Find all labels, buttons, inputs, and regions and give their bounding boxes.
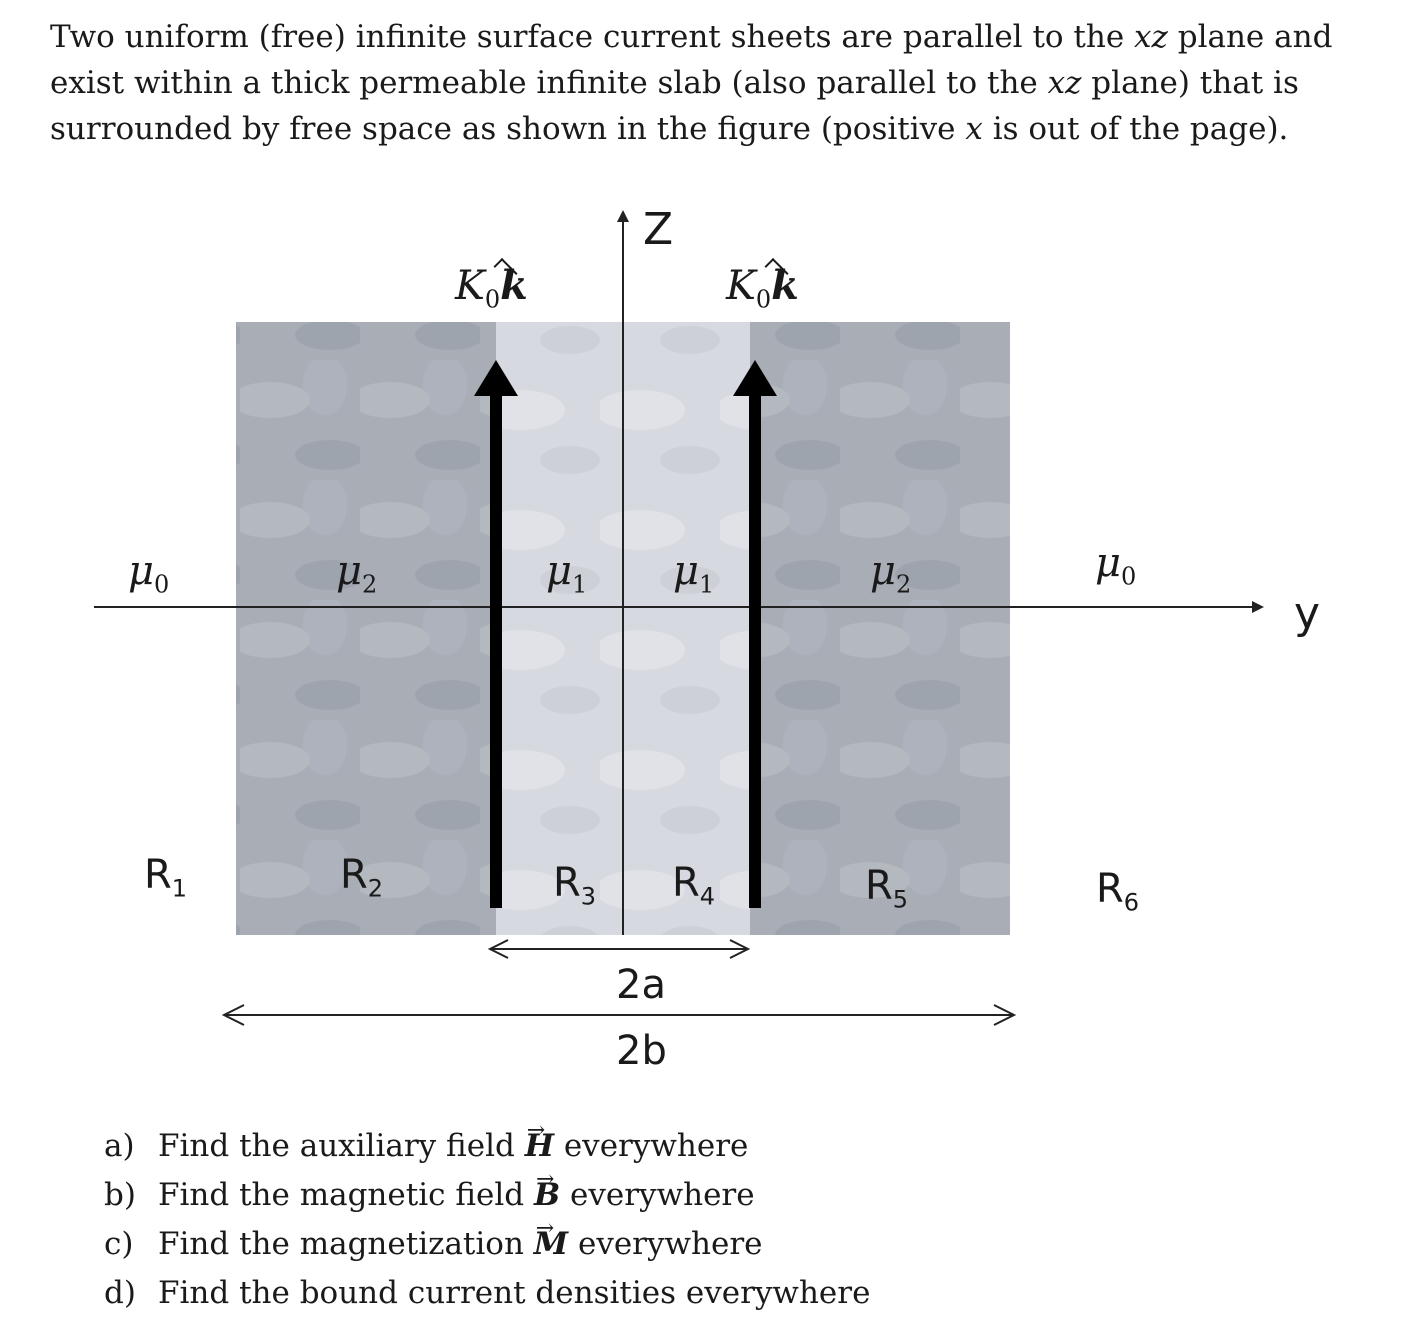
region-label-r2: $R_2$: [340, 852, 384, 903]
region-label-r5: $R_5$: [865, 863, 909, 914]
outer-slab-left: [236, 322, 496, 935]
region-label-r6: $R_6$: [1096, 866, 1140, 917]
outer-slab-right: [750, 322, 1010, 935]
permeability-label-r6: $\mu_0$: [1095, 540, 1137, 591]
permeability-label-r5: $\mu_2$: [870, 548, 912, 599]
dimension-2b: [224, 1005, 1014, 1025]
question-b: b) Find the magnetic field B → everywhere: [104, 1171, 870, 1220]
dimension-label-2b: 2b: [616, 1028, 667, 1074]
permeability-label-r1: $\mu_0$: [128, 548, 170, 599]
current-label-left: $K_0k$: [455, 262, 528, 314]
current-label-right: $K_0k$: [726, 262, 799, 314]
region-label-r3: $R_3$: [553, 860, 597, 911]
permeability-label-r4: $\mu_1$: [673, 548, 715, 599]
problem-statement: Two uniform (free) infinite surface current sheets are parallel to the xz plane and exist within a thick permeable infinite slab (also parallel to the xz plane) that is surrounded by free space as shown in the figure (positive x is out of the page).: [50, 19, 1333, 147]
region-label-r4: $R_4$: [672, 860, 716, 911]
dimension-label-2a: 2a: [616, 962, 666, 1008]
z-axis-label: Z: [643, 204, 674, 255]
question-a: a) Find the auxiliary field H → everywhere: [104, 1122, 870, 1171]
permeability-label-r3: $\mu_1$: [546, 548, 588, 599]
question-d: d) Find the bound current densities everywhere: [104, 1275, 871, 1311]
question-c: c) Find the magnetization M → everywhere: [104, 1220, 870, 1269]
y-axis-label: y: [1294, 588, 1321, 639]
question-list: [104, 1122, 870, 1318]
permeability-label-r2: $\mu_2$: [336, 548, 378, 599]
dimension-2a: [490, 940, 748, 958]
region-label-r1: $R_1$: [144, 852, 188, 903]
